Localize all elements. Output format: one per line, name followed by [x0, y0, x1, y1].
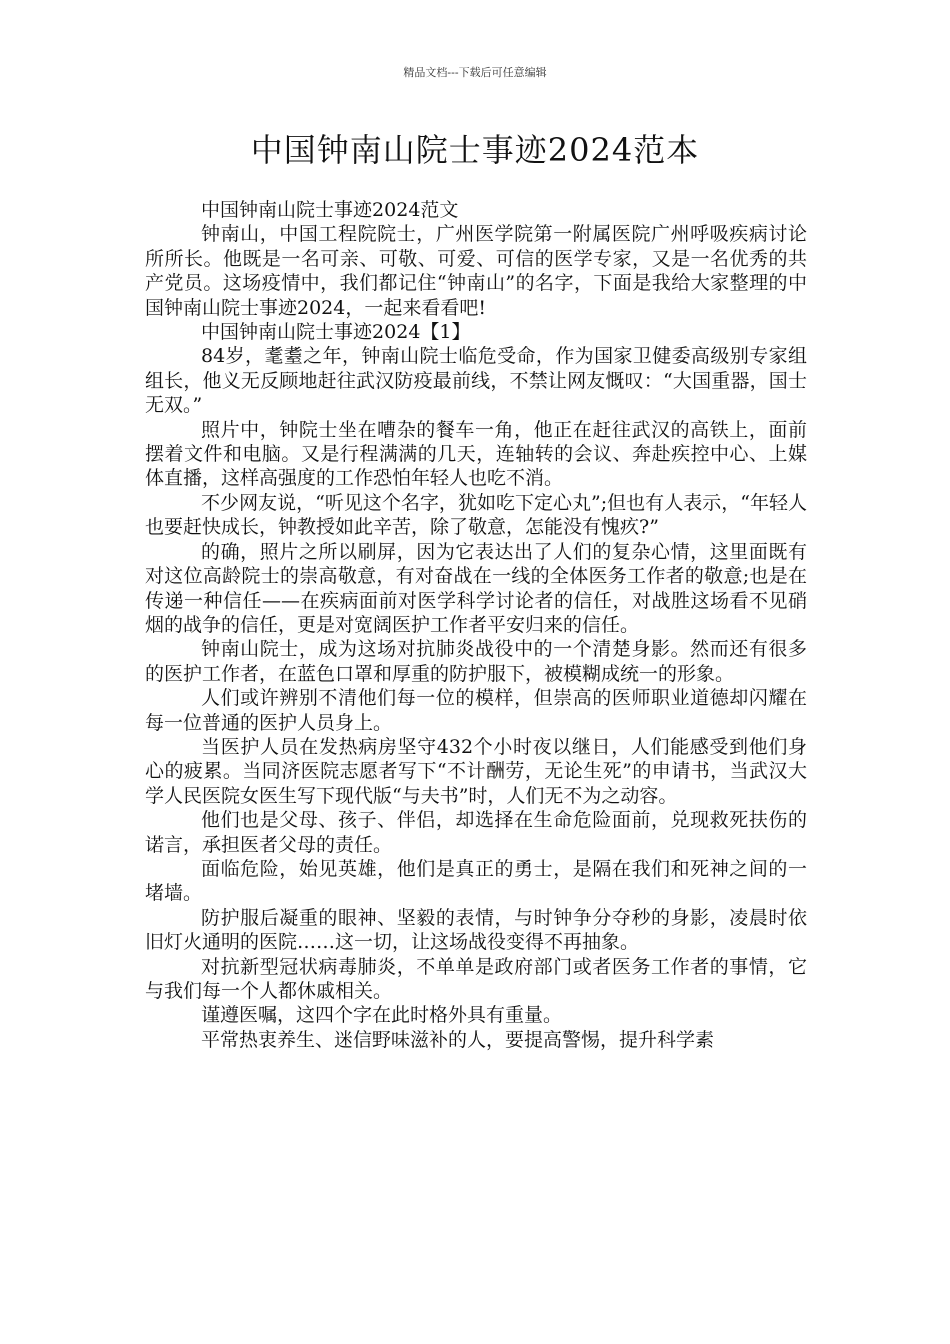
- page-header-note: 精品文档---下载后可任意编辑: [403, 66, 547, 79]
- document-body: [145, 198, 807, 1052]
- body-paragraph: 的确，照片之所以刷屏，因为它表达出了人们的复杂心情，这里面既有对这位高龄院士的崇高敬意，有对奋战在一线的全体医务工作者的敬意;也是在传递一种信任——在疾病面前对医学科学讨论者的信任，对战胜这场看不见硝烟的战争的信任，更是对宽阔医护工作者平安归来的信任。: [145, 540, 807, 636]
- body-paragraph: 他们也是父母、孩子、伴侣，却选择在生命危险面前，兑现救死扶伤的诺言，承担医者父母的责任。: [145, 809, 807, 856]
- body-paragraph: 谨遵医嘱，这四个字在此时格外具有重量。: [201, 1004, 563, 1027]
- document-title: 中国钟南山院士事迹2024范本: [250, 131, 700, 169]
- section-heading: 中国钟南山院士事迹2024【1】: [201, 321, 471, 344]
- body-paragraph: 平常热衷养生、迷信野味滋补的人，要提高警惕，提升科学素: [201, 1028, 715, 1051]
- body-paragraph: 钟南山院士，成为这场对抗肺炎战役中的一个清楚身影。然而还有很多的医护工作者，在蓝色口罩和厚重的防护服下，被模糊成统一的形象。: [145, 638, 807, 685]
- body-paragraph: 84岁，耄耋之年，钟南山院士临危受命，作为国家卫健委高级别专家组组长，他义无反顾地赶往武汉防疫最前线，不禁让网友慨叹：“大国重器，国士无双。”: [145, 345, 807, 417]
- subtitle-paragraph: 中国钟南山院士事迹2024范文: [201, 199, 459, 221]
- body-paragraph: 当医护人员在发热病房坚守432个小时夜以继日，人们能感受到他们身心的疲累。当同济医院志愿者写下“不计酬劳，无论生死”的申请书，当武汉大学人民医院女医生写下现代版“与夫书”时，人们无不为之动容。: [145, 735, 807, 807]
- body-paragraph: 不少网友说，“听见这个名字，犹如吃下定心丸”;但也有人表示，“年轻人也要赶快成长，钟教授如此辛苦，除了敬意，怎能没有愧疚?”: [145, 491, 807, 539]
- body-paragraph: 人们或许辨别不清他们每一位的模样，但崇高的医师职业道德却闪耀在每一位普通的医护人员身上。: [145, 687, 807, 734]
- body-paragraph: 对抗新型冠状病毒肺炎，不单单是政府部门或者医务工作者的事情，它与我们每一个人都休戚相关。: [145, 955, 807, 1002]
- body-paragraph: 面临危险，始见英雄，他们是真正的勇士，是隔在我们和死神之间的一堵墙。: [145, 857, 807, 905]
- body-paragraph: 照片中，钟院士坐在嘈杂的餐车一角，他正在赶往武汉的高铁上，面前摆着文件和电脑。又是行程满满的几天，连轴转的会议、奔赴疾控中心、上媒体直播，这样高强度的工作恐怕年轻人也吃不消。: [145, 418, 807, 490]
- intro-paragraph: 钟南山，中国工程院院士，广州医学院第一附属医院广州呼吸疾病讨论所所长。他既是一名可亲、可敬、可爱、可信的医学专家，又是一名优秀的共产党员。这场疫情中，我们都记住“钟南山”的名字，下面是我给大家整理的中国钟南山院士事迹2024，一起来看看吧!: [145, 223, 807, 319]
- body-paragraph: 防护服后凝重的眼神、坚毅的表情，与时钟争分夺秒的身影，凌晨时依旧灯火通明的医院……这一切，让这场战役变得不再抽象。: [145, 906, 807, 954]
